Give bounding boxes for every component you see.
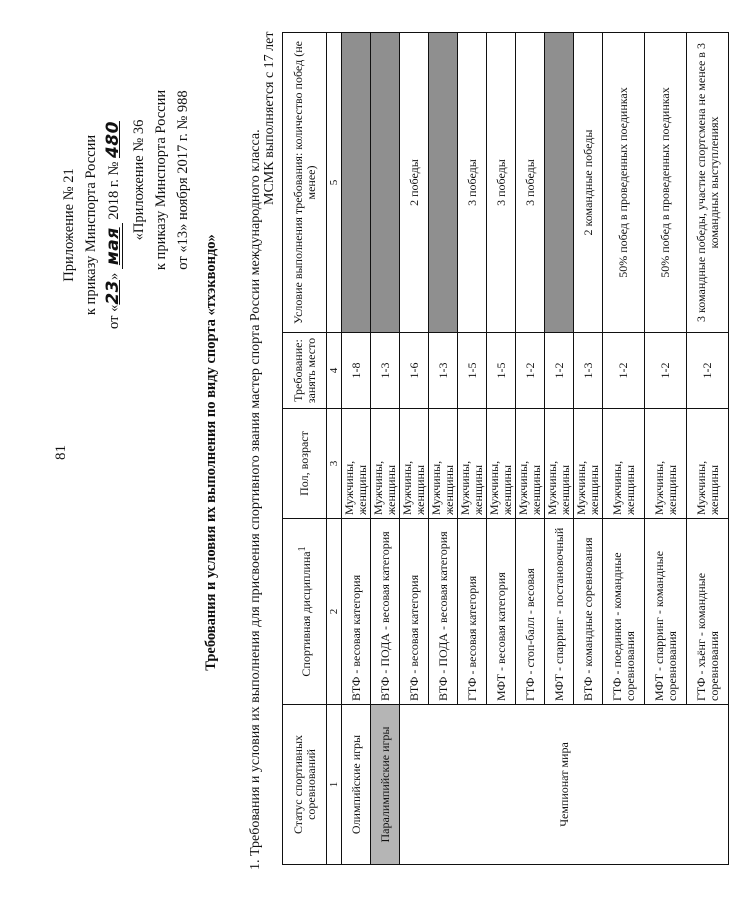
cell-place: 1-5 [487,333,516,409]
annex-number: Приложение № 21 [61,168,77,282]
cell-place: 1-6 [400,333,429,409]
document-title: Требования и условия их выполнения по виду спорта «тхэквондо» [203,234,219,671]
cell-condition-shaded [545,33,574,333]
cell-place: 1-3 [574,333,603,409]
header-discipline-label: Спортивная дисциплина [299,551,313,677]
annex-date-line [102,25,124,425]
cell-place: 1-2 [516,333,545,409]
annex-day-handwritten: 23 [103,280,123,305]
annex-header-previous [128,15,194,345]
cell-discipline: ВТФ - весовая категория [342,519,371,705]
annex2-date: от «13» ноября 2017 г. № 988 [175,90,191,270]
cell-place: 1-3 [371,333,400,409]
cell-discipline: МФТ - весовая категория [487,519,516,705]
table-row [400,33,429,865]
cell-condition: 50% побед в проведенных поединках [645,33,687,333]
column-number-row [327,33,342,865]
cell-discipline: ГТФ - весовая категория [458,519,487,705]
cell-discipline: МФТ - спарринг - постановочный [545,519,574,705]
header-discipline [283,519,327,705]
cell-condition: 3 командные победы, участие спортсмена не менее в 3 командных выступлениях [687,33,729,333]
annex-month-handwritten: мая [104,223,123,269]
header-place: Требование: занять место [283,333,327,409]
cell-condition: 3 победы [458,33,487,333]
requirements-table [282,32,729,865]
cell-discipline: ВТФ - командные соревнования [574,519,603,705]
cell-place: 1-2 [603,333,645,409]
cell-sex: Мужчины, женщины [687,409,729,519]
cell-condition: 3 победы [516,33,545,333]
table-row [371,33,400,865]
annex-date-prefix: от « [106,304,122,329]
col-number: 1 [327,705,342,865]
cell-condition: 2 командные победы [574,33,603,333]
cell-place: 1-2 [545,333,574,409]
annex2-order: к приказу Минспорта России [153,89,169,271]
table-header-row [283,33,327,865]
cell-place: 1-8 [342,333,371,409]
cell-discipline: ГТФ - хъёнг - командные соревнования [687,519,729,705]
cell-sex: Мужчины, женщины [400,409,429,519]
age-note: МСМК выполняется с 17 лет [262,31,277,205]
page-number: 81 [53,445,69,460]
cell-sex: Мужчины, женщины [545,409,574,519]
cell-discipline: ВТФ - ПОДА - весовая категория [371,519,400,705]
cell-condition: 50% побед в проведенных поединках [603,33,645,333]
cell-condition-shaded [342,33,371,333]
col-number: 3 [327,409,342,519]
cell-sex: Мужчины, женщины [603,409,645,519]
cell-place: 1-2 [687,333,729,409]
cell-discipline: ВТФ - весовая категория [400,519,429,705]
col-number: 2 [327,519,342,705]
header-sex-age: Пол, возраст [283,409,327,519]
cell-status: Паралимпийские игры [371,705,400,865]
cell-place: 1-2 [645,333,687,409]
cell-place: 1-5 [458,333,487,409]
col-number: 4 [327,333,342,409]
cell-discipline: ГТФ - поединки - командные соревнования [603,519,645,705]
cell-place: 1-3 [429,333,458,409]
cell-sex: Мужчины, женщины [516,409,545,519]
annex-order: к приказу Минспорта России [83,134,99,316]
annex-header [58,25,124,425]
header-condition: Условие выполнения требования: количество побед (не менее) [283,33,327,333]
cell-condition-shaded [429,33,458,333]
cell-status-world-championship: Чемпионат мира [400,705,729,865]
header-status: Статус спортивных соревнований [283,705,327,865]
cell-status: Олимпийские игры [342,705,371,865]
cell-sex: Мужчины, женщины [429,409,458,519]
cell-sex: Мужчины, женщины [458,409,487,519]
cell-sex: Мужчины, женщины [371,409,400,519]
annex2-number: «Приложение № 36 [131,119,147,241]
annex-date-mid: » [106,272,122,280]
header-discipline-footnote: 1 [297,546,308,552]
table-row [342,33,371,865]
cell-sex: Мужчины, женщины [342,409,371,519]
cell-sex: Мужчины, женщины [574,409,603,519]
cell-condition: 3 победы [487,33,516,333]
cell-sex: Мужчины, женщины [645,409,687,519]
cell-discipline: ГТФ - стоп-балл - весовая [516,519,545,705]
cell-discipline: МФТ - спарринг - командные соревнования [645,519,687,705]
col-number: 5 [327,33,342,333]
annex-year: 2018 г. № [106,161,122,220]
annex-order-number-handwritten: 480 [103,121,123,159]
cell-condition: 2 победы [400,33,429,333]
cell-condition-shaded [371,33,400,333]
cell-sex: Мужчины, женщины [487,409,516,519]
section-heading: 1. Требования и условия их выполнения для присвоения спортивного звания мастер спорта России международного класса. [248,129,263,870]
cell-discipline: ВТФ - ПОДА - весовая категория [429,519,458,705]
